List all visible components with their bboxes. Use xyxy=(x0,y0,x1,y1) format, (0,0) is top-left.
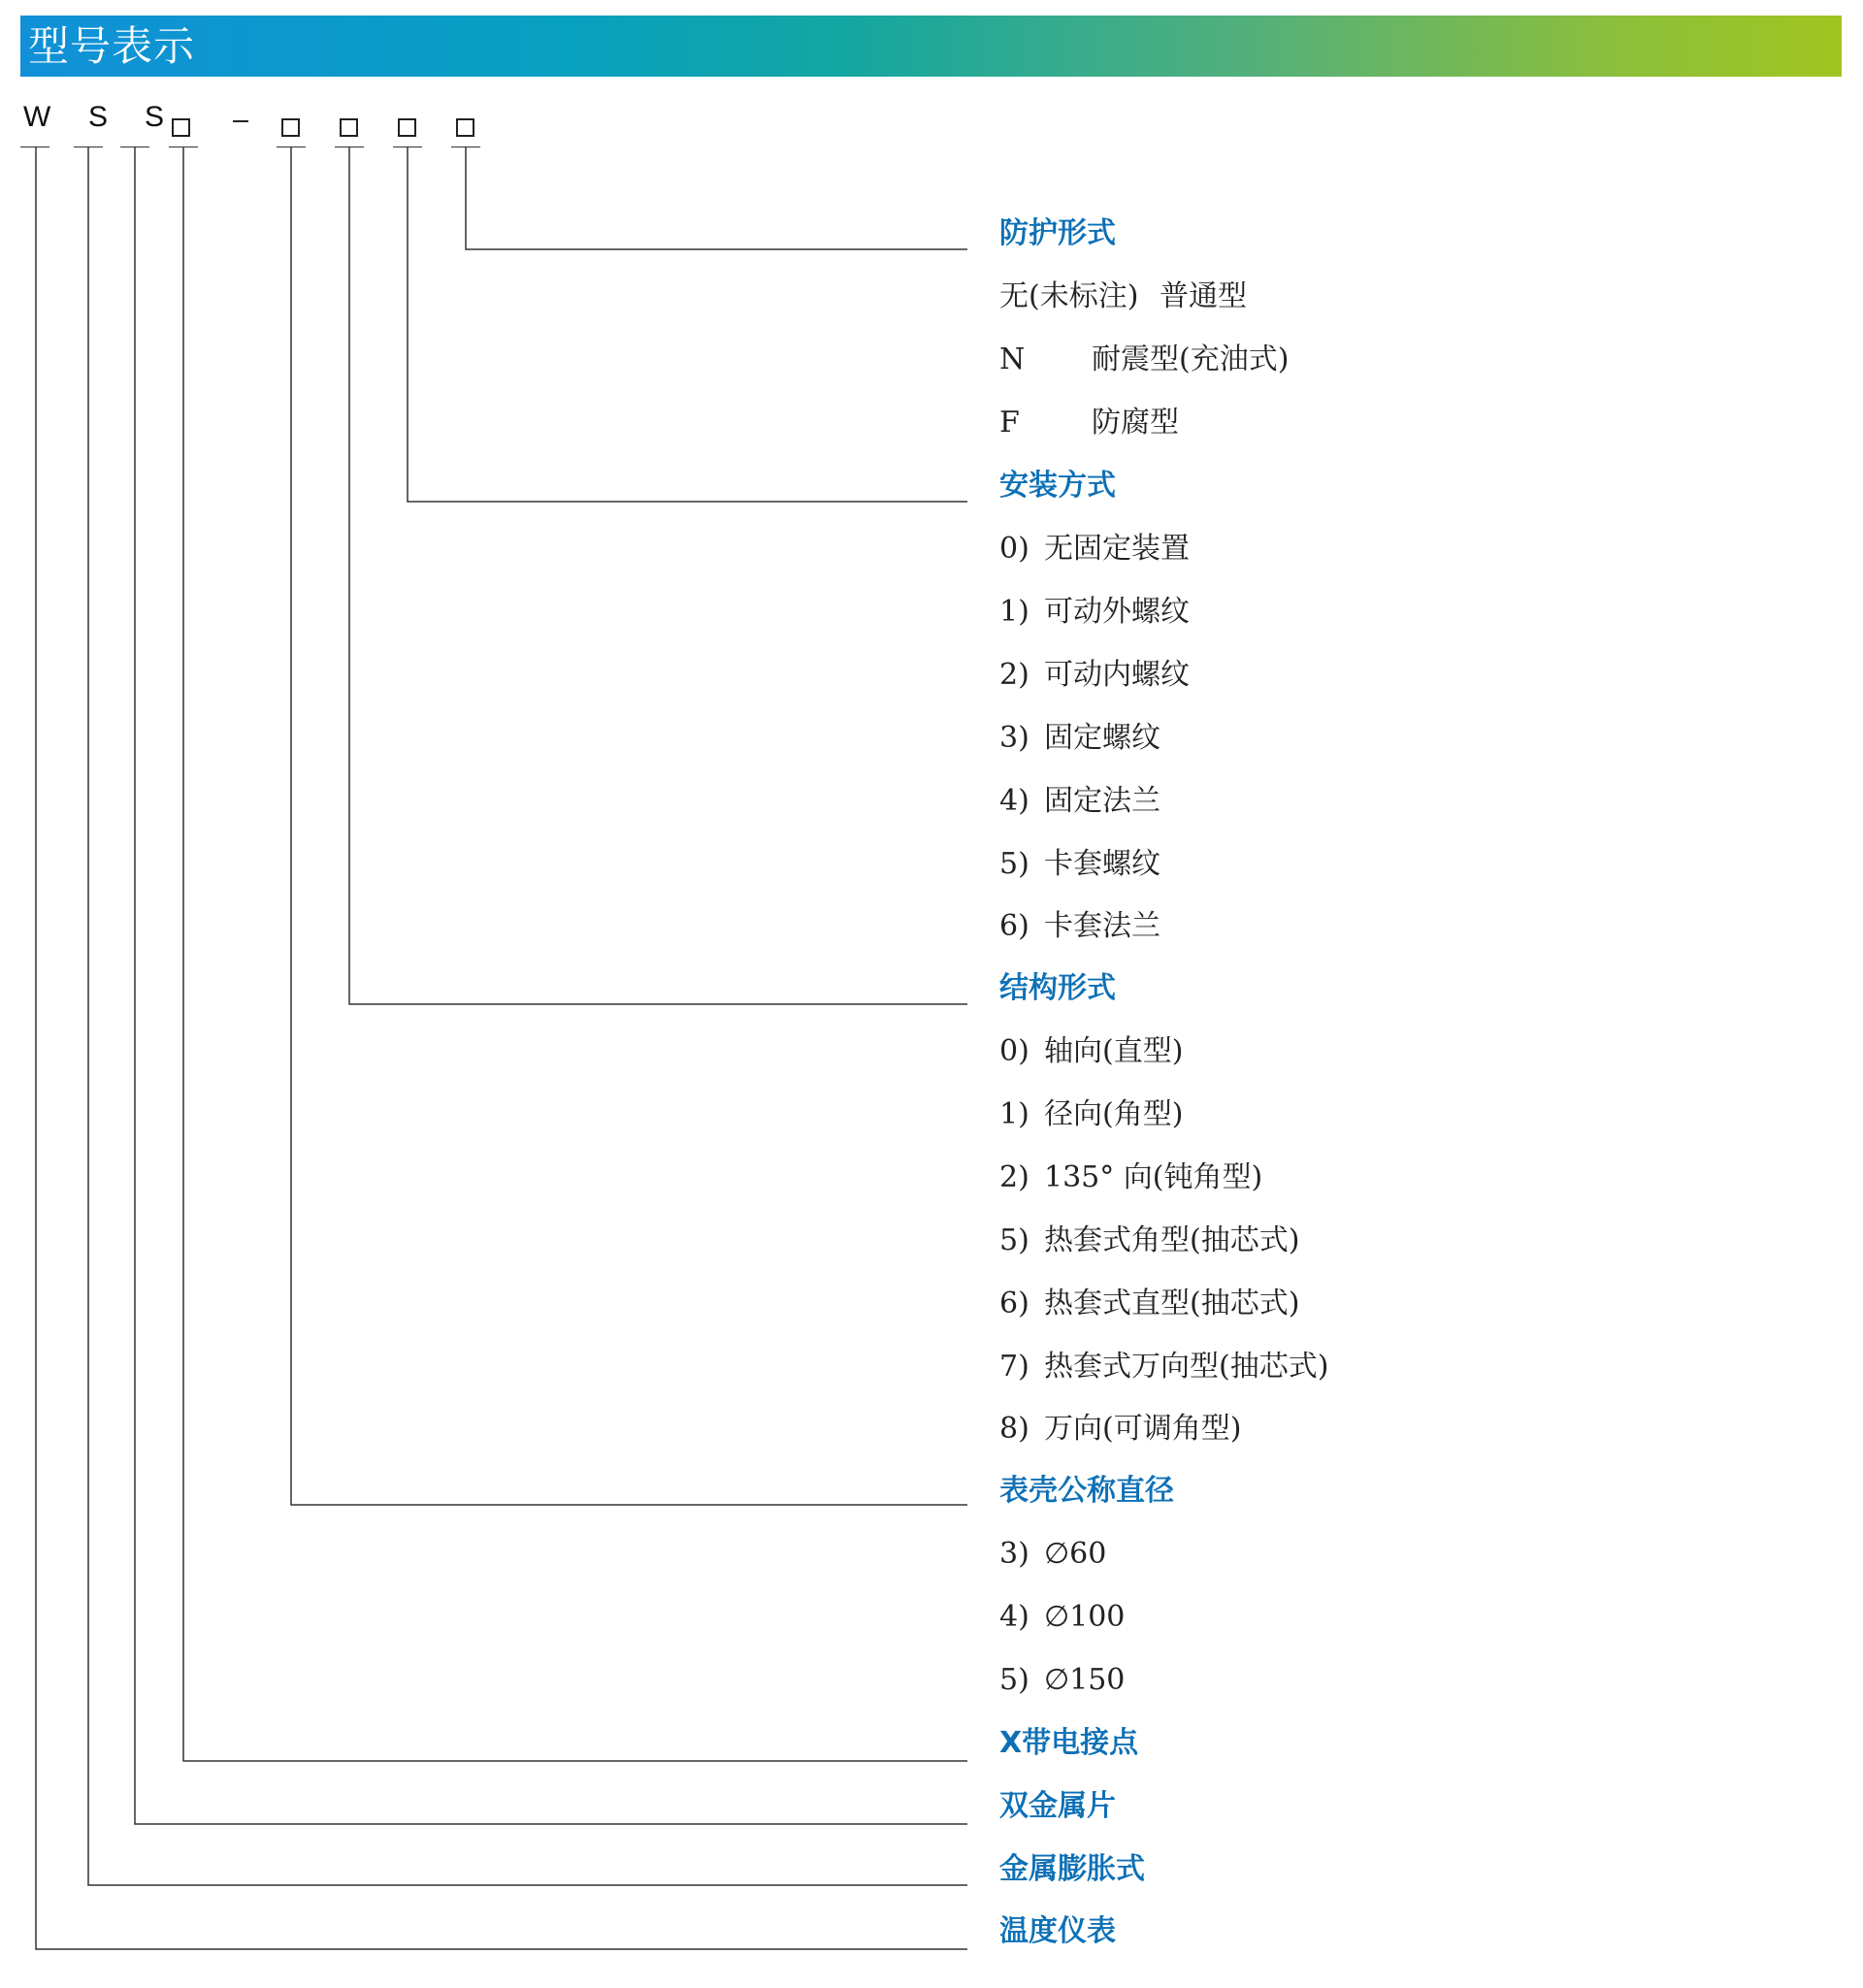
category-expansion: 金属膨胀式 xyxy=(999,1852,1145,1886)
leader-bimetal xyxy=(135,147,967,1824)
leader-instrument xyxy=(36,147,967,1949)
category-protection: 防护形式 xyxy=(999,216,1116,250)
option-mounting-6 xyxy=(999,907,1160,946)
option-desc: 可动外螺纹 xyxy=(1044,595,1190,629)
option-desc: 耐震型(充油式) xyxy=(1092,342,1290,376)
option-key: 2) xyxy=(999,1160,1030,1194)
option-key: 无(未标注) xyxy=(999,279,1139,313)
option-desc: 卡套法兰 xyxy=(1044,909,1160,943)
category-bimetal: 双金属片 xyxy=(999,1789,1116,1823)
option-protection-2 xyxy=(999,404,1179,442)
option-key: 0) xyxy=(999,1034,1030,1068)
option-mounting-5 xyxy=(999,845,1160,884)
page-title: 型号表示 xyxy=(28,22,196,70)
option-desc: 防腐型 xyxy=(1092,406,1179,440)
option-desc: 固定螺纹 xyxy=(1044,721,1160,755)
leader-protection xyxy=(466,147,967,249)
option-desc: 135° 向(钝角型) xyxy=(1044,1160,1263,1194)
option-desc: 万向(可调角型) xyxy=(1044,1412,1242,1446)
option-desc: 径向(角型) xyxy=(1044,1097,1184,1131)
option-diameter-2 xyxy=(999,1661,1125,1700)
option-structure-1 xyxy=(999,1095,1183,1134)
option-key: 4) xyxy=(999,784,1030,818)
option-key: 4) xyxy=(999,1600,1030,1634)
option-structure-2 xyxy=(999,1158,1262,1197)
option-key: 8) xyxy=(999,1412,1030,1446)
leader-diameter xyxy=(291,147,967,1505)
leader-structure xyxy=(349,147,967,1004)
category-structure: 结构形式 xyxy=(999,971,1116,1005)
category-mounting: 安装方式 xyxy=(999,469,1116,503)
option-key: 1) xyxy=(999,1097,1030,1131)
option-mounting-3 xyxy=(999,719,1160,758)
option-mounting-0 xyxy=(999,530,1190,569)
option-key: N xyxy=(999,342,1026,376)
option-protection-0 xyxy=(999,277,1247,316)
option-desc: 可动内螺纹 xyxy=(1044,658,1190,692)
leader-expansion xyxy=(88,147,967,1885)
option-structure-6 xyxy=(999,1410,1241,1449)
option-protection-1 xyxy=(999,341,1289,379)
option-desc: ∅100 xyxy=(1044,1600,1126,1634)
option-structure-5 xyxy=(999,1348,1328,1386)
option-structure-0 xyxy=(999,1032,1183,1071)
option-desc: ∅60 xyxy=(1044,1537,1107,1571)
option-key: 3) xyxy=(999,721,1030,755)
option-key: 6) xyxy=(999,909,1030,943)
option-desc: 轴向(直型) xyxy=(1044,1034,1184,1068)
option-diameter-1 xyxy=(999,1598,1125,1637)
category-contact: X带电接点 xyxy=(999,1726,1139,1760)
category-diameter: 表壳公称直径 xyxy=(999,1474,1174,1508)
option-key: 0) xyxy=(999,532,1030,566)
option-desc: 固定法兰 xyxy=(1044,784,1160,818)
option-key: 3) xyxy=(999,1537,1030,1571)
option-mounting-1 xyxy=(999,593,1190,632)
code-letter-s2: S xyxy=(145,101,165,133)
leader-mounting xyxy=(408,147,967,502)
option-key: 1) xyxy=(999,595,1030,629)
category-instrument: 温度仪表 xyxy=(999,1914,1116,1948)
option-mounting-4 xyxy=(999,782,1160,821)
option-key: 6) xyxy=(999,1287,1030,1320)
option-key: 5) xyxy=(999,1223,1030,1257)
code-letter-s1: S xyxy=(88,101,109,133)
option-key: F xyxy=(999,406,1020,440)
option-desc: 普通型 xyxy=(1159,279,1247,313)
option-desc: 卡套螺纹 xyxy=(1044,847,1160,881)
option-desc: ∅150 xyxy=(1044,1663,1126,1697)
option-structure-4 xyxy=(999,1285,1299,1323)
option-key: 5) xyxy=(999,847,1030,881)
option-desc: 热套式万向型(抽芯式) xyxy=(1044,1350,1329,1384)
option-key: 5) xyxy=(999,1663,1030,1697)
option-structure-3 xyxy=(999,1222,1299,1260)
option-desc: 无固定装置 xyxy=(1044,532,1190,566)
option-key: 7) xyxy=(999,1350,1030,1384)
option-diameter-0 xyxy=(999,1535,1106,1574)
option-mounting-2 xyxy=(999,656,1190,695)
option-key: 2) xyxy=(999,658,1030,692)
option-desc: 热套式角型(抽芯式) xyxy=(1044,1223,1300,1257)
leader-contact xyxy=(183,147,967,1761)
code-letter-w: W xyxy=(23,101,51,133)
option-desc: 热套式直型(抽芯式) xyxy=(1044,1287,1300,1320)
